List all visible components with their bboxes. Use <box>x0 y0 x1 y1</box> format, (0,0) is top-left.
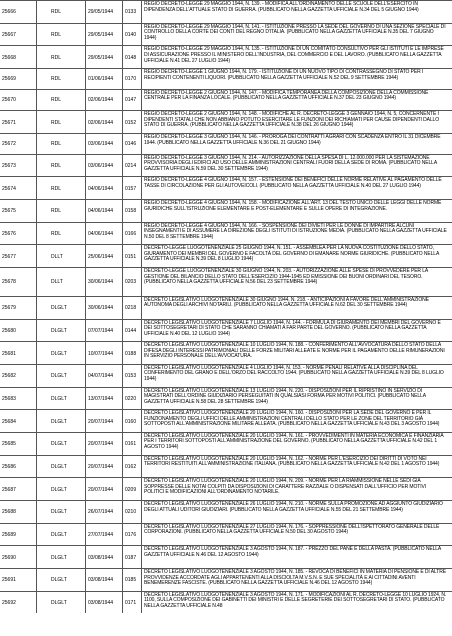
table-row <box>0 110 452 133</box>
act-type-cell <box>37 90 86 111</box>
act-type: DLGLT <box>51 509 67 516</box>
act-type-cell <box>37 245 86 267</box>
page-number: 0140 <box>125 32 137 38</box>
page-number-cell <box>123 456 142 478</box>
record-number: 25669 <box>2 76 16 83</box>
page-number-cell <box>123 177 142 199</box>
record-number-cell <box>0 342 37 364</box>
act-type-cell <box>37 433 86 455</box>
page-number: 0146 <box>125 141 137 148</box>
act-type-cell <box>37 342 86 364</box>
record-number-cell <box>0 24 37 46</box>
table-row <box>0 409 452 432</box>
act-type: DLGLT <box>51 599 67 606</box>
act-type-cell <box>37 134 86 154</box>
record-number: 25681 <box>2 350 16 357</box>
act-date: 29/05/1944 <box>88 9 114 16</box>
act-date-cell <box>86 501 123 523</box>
act-description: REGIO DECRETO-LEGGE 3 GIUGNO 1944, N. 214. - AUTORIZZAZIONE DELLA SPESA DI L. 12.000.000 PER LA SISTEMAZIONE PROVVISORIA DEGLI EDIFICI AD USO DELLE AMMINISTRAZIONI CENTRALI FUORI DELLA SEDE DI ROMA. (PUBBLICATO NELLA GAZZETTA UFFICIALE N.59 DEL 30 SETTEMBRE 1944) <box>144 154 437 172</box>
act-date-cell <box>86 1 123 23</box>
act-date: 03/06/1944 <box>88 162 114 169</box>
act-date-cell <box>86 297 123 319</box>
act-date-cell <box>86 478 123 500</box>
page-number: 0158 <box>125 208 137 215</box>
page-number: 0203 <box>125 279 137 286</box>
act-type: RDL <box>51 162 62 169</box>
record-number-cell <box>0 268 37 296</box>
act-type: DLGLT <box>51 327 67 334</box>
page-number: 0176 <box>125 531 137 538</box>
act-type: DLGLT <box>51 486 67 493</box>
page-number-cell <box>123 200 142 222</box>
page-number-cell <box>123 478 142 500</box>
act-date: 04/06/1944 <box>88 230 114 237</box>
act-date: 03/08/1944 <box>88 554 114 561</box>
act-description-cell <box>142 1 452 23</box>
record-number: 25674 <box>2 185 16 192</box>
record-number-cell <box>0 69 37 89</box>
act-description-cell <box>142 524 452 546</box>
record-number: 25685 <box>2 441 16 448</box>
act-description: DECRETO LEGISLATIVO LUOGOTENENZIALE 3 AGOSTO 1944, N. 187. - PREZZO DEL PANE E DELLA PASTA. (PUBBLICATO NELLA GAZZETTA UFFICIALE N.46 DEL 12 AGOSTO 1944) <box>144 546 441 558</box>
record-number: 25670 <box>2 97 16 104</box>
page-number: 0147 <box>125 97 137 104</box>
page-number-cell <box>123 24 142 46</box>
act-date: 02/06/1944 <box>88 97 114 104</box>
act-date: 29/05/1944 <box>88 32 114 38</box>
table-row <box>0 244 452 267</box>
act-description: DECRETO LEGISLATIVO LUOGOTENENZIALE 7 LUGLIO 1944, N. 144. - FORMULA DI GIURAMENTO DEI MEMBRI DEL GOVERNO E DEI SOTTOSEGRETARI DI STATO CHE SARANNO CHIAMATI A FAR PARTE DEL GOVERNO. (PUBBLICATO NELLA GAZZETTA UFFICIALE N.40 DEL 12 LUGLIO 1944) <box>144 319 441 337</box>
page-number-cell <box>123 90 142 111</box>
act-description: REGIO DECRETO-LEGGE 2 GIUGNO 1944, N. 147. - MODIFICA TEMPORANEA DELLA COMPOSIZIONE DELLA COMMISSIONE CENTRALE PER LA FINANZA LOCALE. (PUBBLICATO NELLA GAZZETTA UFFICIALE N.37 DEL 23 GIUGNO 1944) <box>144 89 429 102</box>
act-date: 01/06/1944 <box>88 76 114 83</box>
act-date-cell <box>86 155 123 177</box>
page-number: 0161 <box>125 441 137 448</box>
act-date-cell <box>86 546 123 568</box>
page-number-cell <box>123 342 142 364</box>
table-row <box>0 267 452 296</box>
act-type-cell <box>37 320 86 342</box>
page-number-cell <box>123 569 142 591</box>
act-description: DECRETO-LEGGE LUOGOTENENZIALE 25 GIUGNO 1944, N. 151. - ASSEMBLEA PER LA NUOVA COSTITUZIONE DELLO STATO, GIURAMENTO DEI MEMBRI DEL GOVERNO E FACOLTÀ DEL GOVERNO DI EMANARE NORME GIURIDICHE. (PUBBLICATO NELLA GAZZETTA UFFICIALE N.39 DEL 8 LUGLIO 1944) <box>144 245 439 263</box>
act-type-cell <box>37 155 86 177</box>
record-number: 25688 <box>2 509 16 516</box>
page-number-cell <box>123 223 142 245</box>
record-number: 25684 <box>2 418 16 425</box>
record-number: 25689 <box>2 531 16 538</box>
page-number: 0218 <box>125 305 137 312</box>
act-description-cell <box>142 569 452 591</box>
act-type: DLLT <box>51 253 63 260</box>
act-type: DLLT <box>51 279 63 286</box>
act-description-cell <box>142 111 452 133</box>
act-description: DECRETO LEGISLATIVO LUOGOTENENZIALE 20 LUGLIO 1944, N. 161. - PROVVEDIMENTI IN MATERIA ECONOMICA E FINANZIARIA PER I TERRITORI SOTTOPOSTI ALL'AMMINISTRAZIONE DEL GOVERNO. (PUBBLICATO NELLA GAZZETTA UFFICIALE N.42 DEL 1 AGOSTO 1944) <box>144 432 444 451</box>
act-date: 20/07/1944 <box>88 463 114 470</box>
table-row <box>0 0 452 23</box>
page-number: 0148 <box>125 54 137 61</box>
table-row <box>0 341 452 364</box>
page-number-cell <box>123 297 142 319</box>
act-description-cell <box>142 410 452 432</box>
act-date: 20/07/1944 <box>88 486 114 493</box>
record-number-cell <box>0 46 37 68</box>
page-number: 0209 <box>125 486 137 493</box>
page-number: 0220 <box>125 395 137 402</box>
act-type-cell <box>37 297 86 319</box>
act-description: DECRETO LEGISLATIVO LUOGOTENENZIALE 10 LUGLIO 1944, N. 188. - CONFERIMENTO ALL'AVVOCATURA DELLO STATO DELLA DIFESA DEGLI INTERESSI PATRIMONIALI DELLE FORZE MILITARI ALLEATE E NORME PER IL PAGAMENTO DELLE RIMUNERAZIONI IN SERVIZIO PERSONALE DELL'AVVOCATURA. <box>144 342 445 360</box>
act-type-cell <box>37 592 86 614</box>
act-description: DECRETO LEGISLATIVO LUOGOTENENZIALE 3 AGOSTO 1944, N. 171. - MODIFICAZIONI AL R. DECRETO-LEGGE 10 LUGLIO 1924, N. 1100, SULLA COMPOSIZIONE DEI GABINETTI DEI MINISTRI E DELLE SEGRETERIE DEI SOTTOSEGRETARI DI STATO. (PUBBLICATO NELLA GAZZETTA UFFICIALE N.48 <box>144 591 447 609</box>
act-type: DLGLT <box>51 418 67 425</box>
table-row <box>0 199 452 222</box>
table-row <box>0 45 452 68</box>
act-description: DECRETO LEGISLATIVO LUOGOTENENZIALE 20 LUGLIO 1944, N. 162. - NORME PER L'ESERCIZIO DEI DIRITTI DI VOTO NEI TERRITORI RESTITUITI ALL'AMMINISTRAZIONE ITALIANA. (PUBBLICATO NELLA GAZZETTA UFFICIALE N.42 DEL 1 AGOSTO 1944) <box>144 455 440 468</box>
act-type-cell <box>37 223 86 245</box>
act-date-cell <box>86 90 123 111</box>
act-date: 30/06/1944 <box>88 279 114 286</box>
page-number: 0187 <box>125 554 137 561</box>
act-type-cell <box>37 456 86 478</box>
page-number: 0153 <box>125 373 137 380</box>
act-description-cell <box>142 223 452 245</box>
act-type-cell <box>37 524 86 546</box>
page-number-cell <box>123 111 142 133</box>
table-row <box>0 296 452 319</box>
table-row <box>0 68 452 89</box>
table-row <box>0 500 452 523</box>
record-number-cell <box>0 456 37 478</box>
table-row <box>0 477 452 500</box>
act-type: DLGLT <box>51 531 67 538</box>
record-number-cell <box>0 501 37 523</box>
act-description-cell <box>142 456 452 478</box>
act-type-cell <box>37 69 86 89</box>
act-type: DLGLT <box>51 350 67 357</box>
act-date: 04/06/1944 <box>88 185 114 192</box>
act-date-cell <box>86 46 123 68</box>
record-number: 25679 <box>2 305 16 312</box>
act-type-cell <box>37 569 86 591</box>
act-date-cell <box>86 410 123 432</box>
table-row <box>0 591 452 614</box>
record-number: 25687 <box>2 486 16 493</box>
record-number-cell <box>0 569 37 591</box>
act-date: 03/08/1944 <box>88 577 114 584</box>
act-date: 27/07/1944 <box>88 531 114 538</box>
record-number: 25692 <box>2 599 16 606</box>
act-date: 29/05/1944 <box>88 54 114 61</box>
record-number-cell <box>0 111 37 133</box>
act-type-cell <box>37 268 86 296</box>
page-number-cell <box>123 69 142 89</box>
act-description: DECRETO LEGISLATIVO LUOGOTENENZIALE 4 LUGLIO 1944, N. 153. - NORME PENALI RELATIVE ALLA DISCIPLINA DEL CONFERIMENTO DEL GRANO E DELL'ORZO DEL RACCOLTO 1944. (PUBBLICATO NELLA GAZZETTA UFFICIALE N.39 DEL 8 LUGLIO 1944) <box>144 364 444 383</box>
record-number: 25677 <box>2 253 16 260</box>
act-type: RDL <box>51 32 62 38</box>
act-description-cell <box>142 90 452 111</box>
act-date: 03/08/1944 <box>88 599 114 606</box>
table-row <box>0 545 452 568</box>
record-number-cell <box>0 433 37 455</box>
act-description: DECRETO LEGISLATIVO LUOGOTENENZIALE 13 LUGLIO 1944, N. 220. - DISPOSIZIONI PER IL RIPRISTINO IN SERVIZIO DI MAGISTRATI DELL'ORDINE GIUDIZIARIO PERSEGUITATI IN QUALSIASI FORMA PER MOTIVI POLITICI. (PUBBLICATO NELLA GAZZETTA UFFICIALE N.58 DEL 28 SETTEMBRE 1944) <box>144 387 426 405</box>
act-type: DLGLT <box>51 395 67 402</box>
table-row <box>0 432 452 455</box>
page-number: 0210 <box>125 509 137 516</box>
act-description-cell <box>142 478 452 500</box>
act-date: 10/07/1944 <box>88 350 114 357</box>
record-number: 25682 <box>2 373 16 380</box>
act-description-cell <box>142 268 452 296</box>
record-number: 25671 <box>2 119 16 126</box>
act-description: DECRETO LEGISLATIVO LUOGOTENENZIALE 20 LUGLIO 1944, N. 209. - NORME PER LA RIAMMISSIONE NELLE SEDI GIÀ SOPPRESSE DELLE NOTAI COLPITI DA DISPOSIZIONI DI CARATTERE RAZZIALE O DISPENSATI DALL'UFFICIO PER MOTIVI POLITICI E MODIFICAZIONI ALL'ORDINAMENTO NOTARILE. <box>144 478 427 496</box>
table-row <box>0 23 452 46</box>
act-type: RDL <box>51 119 62 126</box>
act-date-cell <box>86 388 123 410</box>
act-description: DECRETO LEGISLATIVO LUOGOTENENZIALE 27 LUGLIO 1944, N. 176. - SOPPRESSIONE DELL'ISPETTORATO GENERALE DELLE CORPORAZIONI. (PUBBLICATO NELLA GAZZETTA UFFICIALE N.50 DEL 30 AGOSTO 1944) <box>144 523 440 536</box>
act-date: 26/07/1944 <box>88 509 114 516</box>
act-description-cell <box>142 297 452 319</box>
act-type-cell <box>37 501 86 523</box>
act-type: RDL <box>51 76 62 83</box>
page-number-cell <box>123 155 142 177</box>
page-number-cell <box>123 501 142 523</box>
act-date-cell <box>86 177 123 199</box>
act-type-cell <box>37 1 86 23</box>
record-number-cell <box>0 223 37 245</box>
act-description-cell <box>142 365 452 387</box>
act-description-cell <box>142 177 452 199</box>
page-number-cell <box>123 245 142 267</box>
record-number: 25683 <box>2 395 16 402</box>
record-number-cell <box>0 546 37 568</box>
act-date-cell <box>86 111 123 133</box>
act-date-cell <box>86 433 123 455</box>
page-number-cell <box>123 388 142 410</box>
page-number: 0151 <box>125 253 137 260</box>
act-date-cell <box>86 569 123 591</box>
act-date: 13/07/1944 <box>88 395 114 402</box>
page-number: 0214 <box>125 162 137 169</box>
record-number-cell <box>0 155 37 177</box>
page-number-cell <box>123 268 142 296</box>
act-type-cell <box>37 177 86 199</box>
table-row <box>0 523 452 546</box>
act-date-cell <box>86 245 123 267</box>
act-date-cell <box>86 456 123 478</box>
act-description: DECRETO LEGISLATIVO LUOGOTENENZIALE 3 AGOSTO 1944, N. 185. - REVOCA DI BENEFICI IN MATERIA DI PENSIONE E DI ALTRE PROVVIDENZE ACCORDATE AGLI APPARTENENTI ALLA DISCIOLTA M.V.S.N. E SUE SPECIALITÀ E AI CITTADINI AVENTI BENEMERENZE FASCISTE. (PUBBLICATO NELLA GAZZETTA UFFICIALE N.46 DEL 12 AGOSTO 1944) <box>144 568 446 587</box>
page-number: 0152 <box>125 119 137 126</box>
act-date: 30/06/1944 <box>88 305 114 312</box>
page-number-cell <box>123 592 142 614</box>
act-description: DECRETO LEGISLATIVO LUOGOTENENZIALE 26 LUGLIO 1944, N. 210. - NORME SULLA PROMOZIONE AD AGGIUNTO GIUDIZIARIO DEGLI ATTUALI UDITORI GIUDIZIARI. (PUBBLICATO NELLA GAZZETTA UFFICIALE N.55 DEL 21 SETTEMBRE 1944) <box>144 500 443 513</box>
act-type: DLGLT <box>51 554 67 561</box>
act-type: DLGLT <box>51 441 67 448</box>
record-number-cell <box>0 297 37 319</box>
act-type: DLGLT <box>51 463 67 470</box>
page-number-cell <box>123 524 142 546</box>
page-number: 0162 <box>125 463 137 470</box>
act-description-cell <box>142 342 452 364</box>
table-row <box>0 387 452 410</box>
page-number-cell <box>123 546 142 568</box>
act-description-cell <box>142 320 452 342</box>
act-date-cell <box>86 592 123 614</box>
act-description: REGIO DECRETO-LEGGE 4 GIUGNO 1944, N. 166. - SOSPENSIONE DEI DIVIETI PER LE DONNE DI IMPARTIRE ALCUNI INSEGNAMENTI E DI ASSUMERE LA DIREZIONE DEGLI ISTITUTI DI ISTRUZIONE MEDIA. (PUBBLICATO NELLA GAZZETTA UFFICIALE N.50 DEL 8 SETTEMBRE 1944) <box>144 222 447 240</box>
table-row <box>0 455 452 478</box>
act-description: REGIO DECRETO-LEGGE 3 GIUGNO 1944, N. 146. - PROROGA DEI CONTRATTI AGRARI CON SCADENZA ENTRO IL 31 DICEMBRE 1944. (PUBBLICATO NELLA GAZZETTA UFFICIALE N.36 DEL 21 GIUGNO 1944) <box>144 133 441 146</box>
record-number: 25672 <box>2 141 16 148</box>
act-type: RDL <box>51 9 62 16</box>
page-number: 0144 <box>125 327 137 334</box>
act-date-cell <box>86 223 123 245</box>
act-type: DLGLT <box>51 373 67 380</box>
act-description-cell <box>142 592 452 614</box>
act-description-cell <box>142 501 452 523</box>
act-type-cell <box>37 46 86 68</box>
page-number: 0157 <box>125 185 137 192</box>
act-description: DECRETO LEGISLATIVO LUOGOTENENZIALE 20 LUGLIO 1944, N. 160. - DISPOSIZIONI PER LA SEDE DEL GOVERNO E PER IL FUNZIONAMENTO DEGLI UFFICI DELLE AMMINISTRAZIONI CENTRALI DELLO STATO PER LE ZONE DEL TERRITORIO GIÀ SOTTOPOSTI ALL'AMMINISTRAZIONE MILITARE ALLEATA. (PUBBLICATO NELLA GAZZETTA UFFICIALE N.43 DEL 3 AGOSTO 1944) <box>144 410 440 428</box>
record-number-cell <box>0 177 37 199</box>
page-number-cell <box>123 320 142 342</box>
page-number-cell <box>123 1 142 23</box>
act-description-cell <box>142 24 452 46</box>
page-number-cell <box>123 410 142 432</box>
act-description: REGIO DECRETO-LEGGE 29 MAGGIO 1944, N. 139. - MODIFICA ALL'ORDINAMENTO DELLE SCUOLE DELL'ESERCITO IN DIPENDENZA DELL'ATTUALE STATO DI GUERRA. (PUBBLICATO NELLA GAZZETTA UFFICIALE N.34 DEL 5 GIUGNO 1944) <box>144 1 419 13</box>
act-description: REGIO DECRETO-LEGGE 29 MAGGIO 1944, N. 141. - ISTITUZIONE PRESSO LA SEDE DEL GOVERNO DI UNA SEZIONE SPECIALE DI CONTROLLO DELLA CORTE DEI CONTI DEL REGNO D'ITALIA. (PUBBLICATO NELLA GAZZETTA UFFICIALE N.35 DEL 7 GIUGNO 1944) <box>144 23 446 41</box>
record-number-cell <box>0 320 37 342</box>
page-number: 0166 <box>125 230 137 237</box>
table-row <box>0 568 452 591</box>
act-date-cell <box>86 342 123 364</box>
table-row <box>0 319 452 342</box>
table-row <box>0 364 452 387</box>
record-number: 25666 <box>2 9 16 16</box>
record-number-cell <box>0 388 37 410</box>
act-description-cell <box>142 46 452 68</box>
act-description: REGIO DECRETO-LEGGE 1 GIUGNO 1944, N. 179. - ISTITUZIONE DI UN NUOVO TIPO DI CONTRASSEGNO DI STATO PER I RECIPIENTI CONTENENTI LIQUORI. (PUBBLICATO NELLA GAZZETTA UFFICIALE N.52 DEL 9 SETTEMBRE 1944) <box>144 69 424 81</box>
act-type: RDL <box>51 97 62 104</box>
act-type: RDL <box>51 230 62 237</box>
act-date: 02/06/1944 <box>88 119 114 126</box>
act-date-cell <box>86 524 123 546</box>
act-type-cell <box>37 200 86 222</box>
record-number-cell <box>0 592 37 614</box>
record-number: 25676 <box>2 230 16 237</box>
page-number: 0133 <box>125 9 137 16</box>
act-type-cell <box>37 478 86 500</box>
record-number: 25668 <box>2 54 16 61</box>
act-description: DECRETO LEGISLATIVO LUOGOTENENZIALE 30 GIUGNO 1944, N. 218. - ANTICIPAZIONI A FAVORE DELL'AMMINISTRAZIONE AUTONOMA DEGLI ARCHIVI NOTARILI. (PUBBLICATO NELLA GAZZETTA UFFICIALE N.62 DEL 30 SETTEMBRE 1944) <box>144 296 429 309</box>
record-number: 25690 <box>2 554 16 561</box>
act-type-cell <box>37 24 86 46</box>
act-type-cell <box>37 111 86 133</box>
record-number-cell <box>0 1 37 23</box>
record-number: 25678 <box>2 279 16 286</box>
record-number-cell <box>0 410 37 432</box>
page-number-cell <box>123 433 142 455</box>
act-type: DLGLT <box>51 305 67 312</box>
record-number-cell <box>0 245 37 267</box>
record-number: 25686 <box>2 463 16 470</box>
act-type: DLGLT <box>51 577 67 584</box>
act-type: RDL <box>51 185 62 192</box>
page-number: 0160 <box>125 418 137 425</box>
act-type-cell <box>37 388 86 410</box>
table-row <box>0 176 452 199</box>
act-type-cell <box>37 365 86 387</box>
record-number: 25680 <box>2 327 16 334</box>
record-number-cell <box>0 365 37 387</box>
record-number-cell <box>0 134 37 154</box>
act-type-cell <box>37 546 86 568</box>
act-type: RDL <box>51 54 62 61</box>
act-description: REGIO DECRETO-LEGGE 2 GIUGNO 1944, N. 148. - MODIFICHE AL R. DECRETO-LEGGE 3 GENNAIO 1944, N. 5, CONCERNENTE I DIPENDENTI STATALI CHE NON ABBIANO POTUTO ESERCITARE LE FUNZIONI DEI RICHIAMATI PER CAUSE DIPENDENTI DALLO STATO DI GUERRA. (PUBBLICATO NELLA GAZZETTA UFFICIALE N.38 DEL 26 GIUGNO 1944) <box>144 111 440 129</box>
act-date: 20/07/1944 <box>88 441 114 448</box>
act-description: REGIO DECRETO-LEGGE 4 GIUGNO 1944, N. 157. - ESTENSIONE DEI BENEFICI DELLE NORME RELATIVE AL PAGAMENTO DELLE TASSE DI CIRCOLAZIONE PER GLI AUTOVEICOLI. (PUBBLICATO NELLA GAZZETTA UFFICIALE N.40 DEL 27 LUGLIO 1944) <box>144 177 442 189</box>
page-number-cell <box>123 46 142 68</box>
act-description: REGIO DECRETO-LEGGE 4 GIUGNO 1944, N. 158. - MODIFICAZIONE ALL'ART. 13 DEL TESTO UNICO DELLE LEGGI DELLE NORME GIURIDICHE SULL'ISTRUZIONE ELEMENTARE E POST-ELEMENTARE E SULLE OPERE DI INTEGRAZIONE. <box>144 199 442 212</box>
page-number: 0171 <box>125 599 137 606</box>
record-number: 25673 <box>2 162 16 169</box>
page-number: 0185 <box>125 577 137 584</box>
act-description: DECRETO-LEGGE LUOGOTENENZIALE 30 GIUGNO 1944, N. 203. - AUTORIZZAZIONE ALLE SPESE DI PROVVEDERE PER LA GESTIONE DEL BILANCIO DELLO STATO DELL'ESERCIZIO 1944-1945 ED EMISSIONE DEI BUONI ORDINARI DEL TESORO. (PUBBLICATO NELLA GAZZETTA UFFICIALE N.56 DEL 23 SETTEMBRE 1944) <box>144 267 428 286</box>
act-date-cell <box>86 365 123 387</box>
act-type: RDL <box>51 141 62 148</box>
page-number-cell <box>123 134 142 154</box>
act-date: 03/06/1944 <box>88 141 114 148</box>
record-number-cell <box>0 90 37 111</box>
table-row <box>0 133 452 154</box>
act-date-cell <box>86 320 123 342</box>
record-number: 25691 <box>2 577 16 584</box>
act-description-cell <box>142 245 452 267</box>
act-description: REGIO DECRETO-LEGGE 29 MAGGIO 1944, N. 135. - ISTITUZIONE DI UN COMITATO CONSULTIVO PER GLI ISTITUTI E LE IMPRESE DI ASSICURAZIONE PRESSO IL MINISTERO DELL'INDUSTRIA, DEL COMMERCIO E DEL LAVORO. (PUBBLICATO NELLA GAZZETTA UFFICIALE N.41 DEL 27 LUGLIO 1944) <box>144 46 444 64</box>
act-description-cell <box>142 388 452 410</box>
record-number-cell <box>0 478 37 500</box>
act-date: 07/07/1944 <box>88 327 114 334</box>
act-description-cell <box>142 546 452 568</box>
table-row <box>0 154 452 177</box>
page-number: 0170 <box>125 76 137 83</box>
act-description-cell <box>142 433 452 455</box>
table-row <box>0 89 452 111</box>
act-type: RDL <box>51 208 62 215</box>
record-number-cell <box>0 200 37 222</box>
act-date: 25/06/1944 <box>88 253 114 260</box>
act-description-cell <box>142 134 452 154</box>
record-number: 25667 <box>2 32 16 38</box>
act-date-cell <box>86 24 123 46</box>
act-date-cell <box>86 268 123 296</box>
act-description-cell <box>142 200 452 222</box>
record-number-cell <box>0 524 37 546</box>
act-description-cell <box>142 155 452 177</box>
act-date: 04/07/1944 <box>88 373 114 380</box>
page-number-cell <box>123 365 142 387</box>
act-description-cell <box>142 69 452 89</box>
act-date-cell <box>86 69 123 89</box>
act-date-cell <box>86 134 123 154</box>
page-number: 0188 <box>125 350 137 357</box>
act-date: 04/06/1944 <box>88 208 114 215</box>
act-date: 20/07/1944 <box>88 418 114 425</box>
table-row <box>0 222 452 245</box>
record-number: 25675 <box>2 208 16 215</box>
act-date-cell <box>86 200 123 222</box>
act-type-cell <box>37 410 86 432</box>
